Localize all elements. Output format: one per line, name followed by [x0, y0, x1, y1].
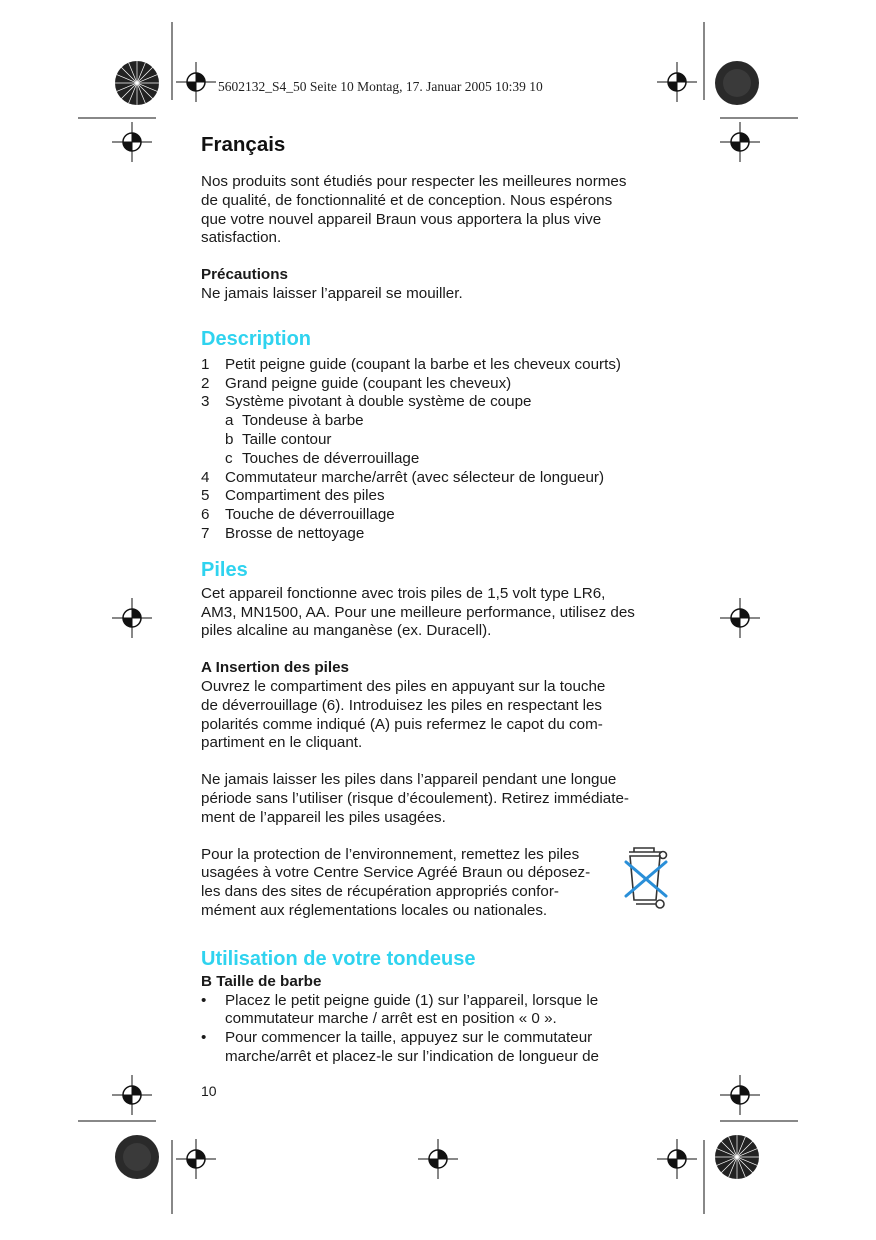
- insertion-paragraph: [201, 678, 676, 753]
- list-item: [201, 375, 676, 394]
- subitem-letter: c: [225, 449, 233, 467]
- piles-line: piles alcaline au manganèse (ex. Duracell).: [201, 622, 492, 640]
- page-number: 10: [201, 1083, 217, 1099]
- environment-line: Pour la protection de l’environnement, remettez les piles: [201, 845, 580, 863]
- utilisation-heading: Utilisation de votre tondeuse: [201, 947, 476, 970]
- item-number: 1: [201, 355, 210, 373]
- description-heading: Description: [201, 327, 312, 350]
- item-text: Touche de déverrouillage: [225, 506, 395, 524]
- item-number: 4: [201, 468, 210, 486]
- subitem-text: Tondeuse à barbe: [242, 412, 364, 430]
- item-text: Compartiment des piles: [225, 487, 385, 505]
- warning-paragraph: [201, 771, 676, 827]
- insertion-line: de déverrouillage (6). Introduisez les piles en respectant les: [201, 696, 603, 714]
- environment-line: les dans des sites de récupération appropriés confor-: [201, 883, 559, 901]
- intro-line: satisfaction.: [201, 229, 282, 247]
- item-text: Système pivotant à double système de coupe: [225, 393, 532, 411]
- insertion-line: Ouvrez le compartiment des piles en appuyant sur la touche: [201, 677, 606, 695]
- precautions-text: Ne jamais laisser l’appareil se mouiller.: [201, 284, 463, 302]
- item-number: 6: [201, 506, 210, 524]
- bullet-line: Placez le petit peigne guide (1) sur l’appareil, lorsque le: [225, 991, 599, 1009]
- crossed-out-wheelie-bin-icon: [624, 846, 676, 910]
- piles-heading: Piles: [201, 558, 248, 581]
- subitem-letter: a: [225, 412, 234, 430]
- item-number: 7: [201, 524, 210, 542]
- content-column: [201, 132, 676, 1067]
- subitem-text: Taille contour: [242, 430, 332, 448]
- list-subitem: [201, 412, 676, 431]
- subitem-text: Touches de déverrouillage: [242, 449, 420, 467]
- bullet-item: [201, 1029, 676, 1067]
- precautions-heading: Précautions: [201, 266, 288, 284]
- bullet-line: Pour commencer la taille, appuyez sur le commutateur: [225, 1029, 593, 1047]
- item-text: Petit peigne guide (coupant la barbe et les cheveux courts): [225, 355, 621, 373]
- warning-line: ment de l’appareil les piles usagées.: [201, 808, 446, 826]
- bullet-line: marche/arrêt et placez-le sur l’indication de longueur de: [225, 1047, 599, 1065]
- print-slug: 5602132_S4_50 Seite 10 Montag, 17. Januar 2005 10:39 10: [218, 79, 543, 94]
- list-item: [201, 487, 676, 506]
- list-item: [201, 469, 676, 488]
- page-title: Français: [201, 133, 286, 156]
- intro-paragraph: [201, 173, 676, 248]
- list-item: [201, 393, 676, 412]
- environment-paragraph: [201, 846, 676, 921]
- list-subitem: [201, 431, 676, 450]
- insertion-heading: A Insertion des piles: [201, 659, 349, 677]
- item-number: 5: [201, 487, 210, 505]
- insertion-line: polarités comme indiqué (A) puis refermez le capot du com-: [201, 715, 603, 733]
- beard-trim-heading: B Taille de barbe: [201, 972, 322, 990]
- item-number: 3: [201, 393, 210, 411]
- description-list: [201, 356, 676, 544]
- piles-line: Cet appareil fonctionne avec trois piles de 1,5 volt type LR6,: [201, 584, 606, 602]
- intro-line: de qualité, de fonctionnalité et de conception. Nous espérons: [201, 191, 613, 209]
- insertion-line: partiment en le cliquant.: [201, 734, 363, 752]
- item-number: 2: [201, 374, 210, 392]
- item-text: Grand peigne guide (coupant les cheveux): [225, 374, 512, 392]
- piles-line: AM3, MN1500, AA. Pour une meilleure performance, utilisez des: [201, 603, 635, 621]
- environment-block: [201, 846, 676, 921]
- subitem-letter: b: [225, 430, 234, 448]
- bullet-item: [201, 992, 676, 1030]
- warning-line: période sans l’utiliser (risque d’écoulement). Retirez immédiate-: [201, 789, 629, 807]
- intro-line: que votre nouvel appareil Braun vous apportera la plus vive: [201, 210, 602, 228]
- bullet-symbol: •: [201, 1029, 207, 1047]
- list-item: [201, 506, 676, 525]
- item-text: Brosse de nettoyage: [225, 524, 365, 542]
- item-text: Commutateur marche/arrêt (avec sélecteur de longueur): [225, 468, 605, 486]
- list-item: [201, 525, 676, 544]
- piles-paragraph: [201, 585, 676, 641]
- intro-line: Nos produits sont étudiés pour respecter les meilleures normes: [201, 173, 627, 190]
- bullet-line: commutateur marche / arrêt est en position « 0 ».: [225, 1010, 557, 1028]
- environment-line: usagées à votre Centre Service Agréé Braun ou déposez-: [201, 864, 591, 882]
- bullet-symbol: •: [201, 991, 207, 1009]
- list-item: [201, 356, 676, 375]
- environment-line: mément aux réglementations locales ou nationales.: [201, 901, 548, 919]
- warning-line: Ne jamais laisser les piles dans l’appareil pendant une longue: [201, 771, 617, 789]
- list-subitem: [201, 450, 676, 469]
